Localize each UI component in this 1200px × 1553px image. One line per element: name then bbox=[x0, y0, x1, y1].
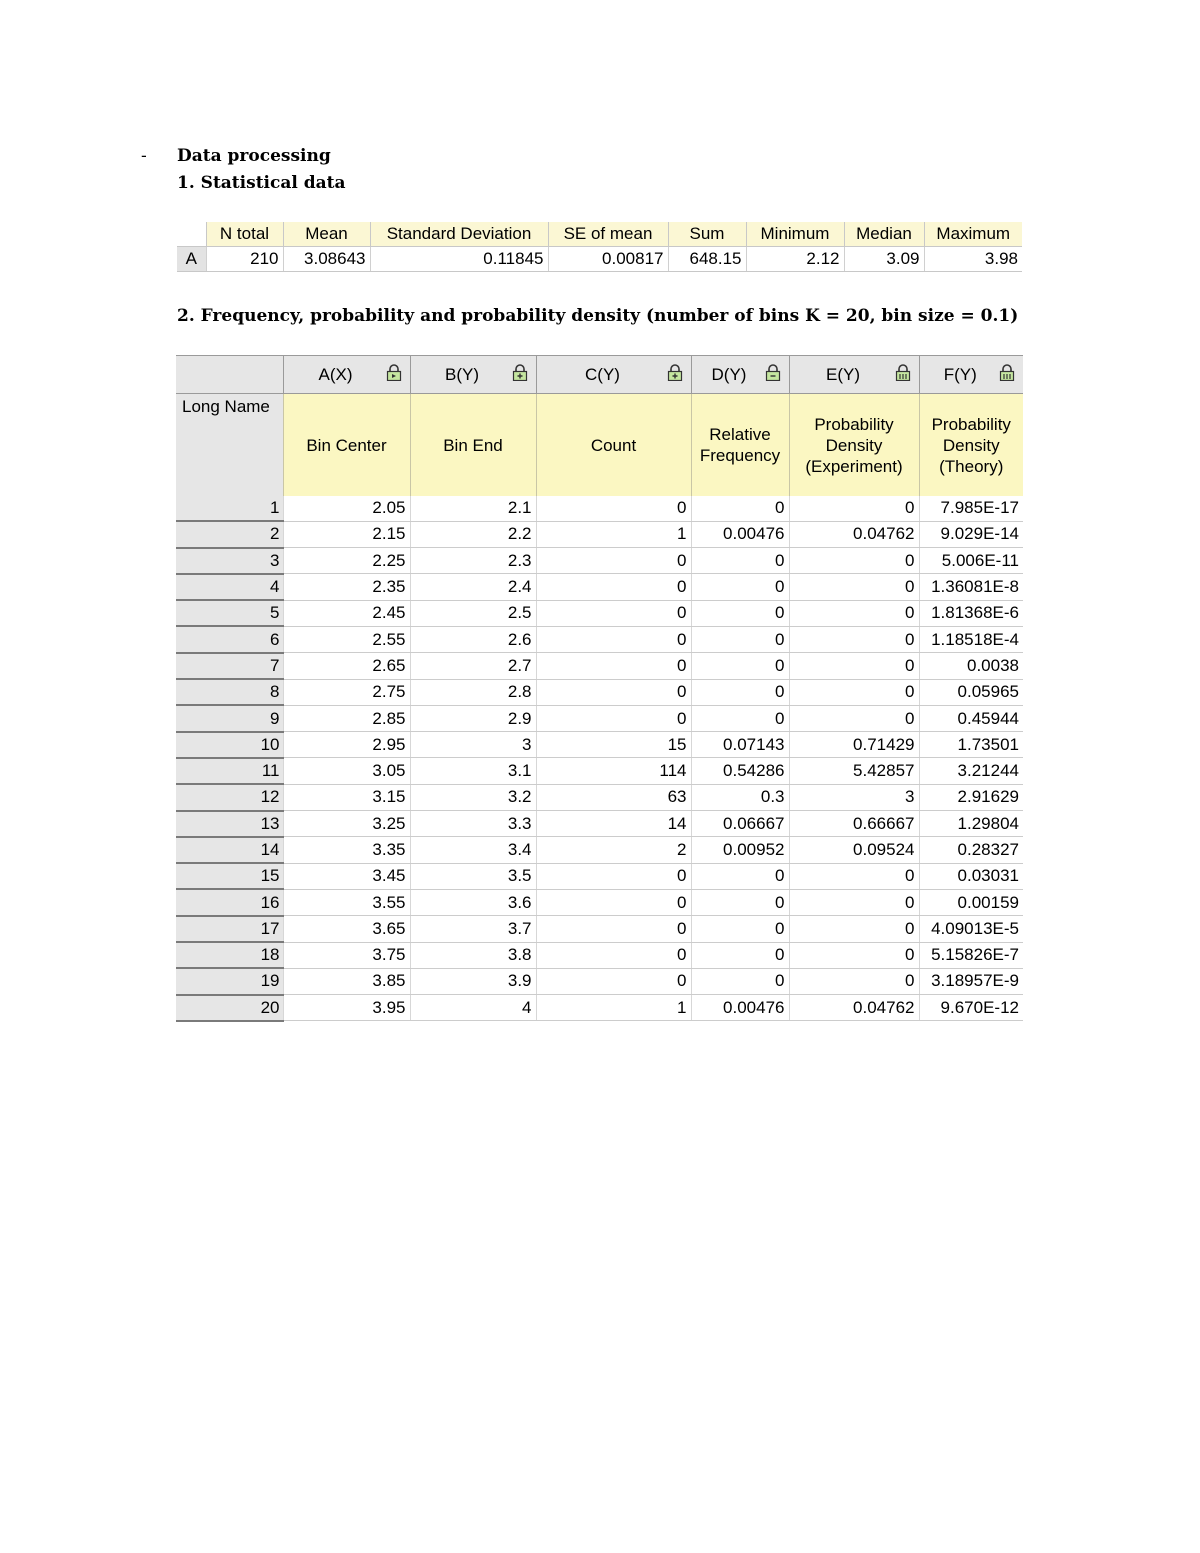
bin-center-cell[interactable]: 2.75 bbox=[283, 679, 410, 705]
table-row bbox=[176, 968, 1023, 994]
row-number[interactable]: 15 bbox=[176, 863, 283, 889]
statistical-data-heading: 1. Statistical data bbox=[177, 173, 346, 193]
bin-center-cell[interactable]: 2.15 bbox=[283, 521, 410, 547]
density-experiment-cell[interactable]: 0 bbox=[789, 653, 919, 679]
section-heading: Data processing bbox=[177, 146, 331, 166]
count-cell[interactable]: 114 bbox=[536, 758, 691, 784]
relative-frequency-cell[interactable]: 0 bbox=[691, 626, 789, 652]
row-number[interactable]: 11 bbox=[176, 758, 283, 784]
relative-frequency-cell[interactable]: 0 bbox=[691, 942, 789, 968]
stats-header-median[interactable]: Median bbox=[844, 222, 924, 247]
stats-cell-mean[interactable]: 3.08643 bbox=[283, 247, 370, 272]
density-theory-cell[interactable]: 0.05965 bbox=[919, 679, 1023, 705]
bin-end-cell[interactable]: 3 bbox=[410, 732, 536, 758]
table-row bbox=[176, 758, 1023, 784]
relative-frequency-cell[interactable]: 0 bbox=[691, 600, 789, 626]
stats-cell-standard-deviation[interactable]: 0.11845 bbox=[370, 247, 548, 272]
density-experiment-cell[interactable]: 0 bbox=[789, 548, 919, 574]
row-number[interactable]: 19 bbox=[176, 968, 283, 994]
density-theory-cell[interactable]: 4.09013E-5 bbox=[919, 916, 1023, 942]
density-experiment-cell[interactable]: 0 bbox=[789, 942, 919, 968]
table-row bbox=[176, 653, 1023, 679]
stats-header-mean[interactable]: Mean bbox=[283, 222, 370, 247]
relative-frequency-cell[interactable]: 0 bbox=[691, 968, 789, 994]
relative-frequency-cell[interactable]: 0 bbox=[691, 653, 789, 679]
table-row bbox=[176, 863, 1023, 889]
long-name-label[interactable]: Long Name bbox=[176, 394, 283, 497]
table-row bbox=[176, 705, 1023, 731]
long-name-cell-d[interactable]: Relative Frequency bbox=[691, 394, 789, 497]
bin-center-cell[interactable]: 3.75 bbox=[283, 942, 410, 968]
table-row bbox=[176, 942, 1023, 968]
table-row bbox=[176, 916, 1023, 942]
relative-frequency-cell[interactable]: 0.00952 bbox=[691, 837, 789, 863]
count-cell[interactable]: 2 bbox=[536, 837, 691, 863]
stats-cell-minimum[interactable]: 2.12 bbox=[746, 247, 844, 272]
bin-end-cell[interactable]: 3.8 bbox=[410, 942, 536, 968]
bin-center-cell[interactable]: 3.45 bbox=[283, 863, 410, 889]
lock-icon bbox=[512, 364, 528, 381]
bin-center-cell[interactable]: 2.45 bbox=[283, 600, 410, 626]
bin-center-cell[interactable]: 3.55 bbox=[283, 889, 410, 915]
table-row bbox=[176, 732, 1023, 758]
density-experiment-cell[interactable]: 0.66667 bbox=[789, 811, 919, 837]
relative-frequency-cell[interactable]: 0 bbox=[691, 679, 789, 705]
count-cell[interactable]: 0 bbox=[536, 916, 691, 942]
frequency-worksheet bbox=[176, 355, 1023, 1022]
relative-frequency-cell[interactable]: 0.00476 bbox=[691, 521, 789, 547]
density-experiment-cell[interactable]: 0 bbox=[789, 600, 919, 626]
density-experiment-cell[interactable]: 0.04762 bbox=[789, 995, 919, 1021]
column-name-d: D(Y) bbox=[711, 364, 747, 384]
lock-icon bbox=[386, 364, 402, 381]
table-row bbox=[176, 496, 1023, 521]
density-experiment-cell[interactable]: 0.09524 bbox=[789, 837, 919, 863]
count-cell[interactable]: 63 bbox=[536, 784, 691, 810]
density-theory-cell[interactable]: 9.029E-14 bbox=[919, 521, 1023, 547]
density-theory-cell[interactable]: 1.73501 bbox=[919, 732, 1023, 758]
relative-frequency-cell[interactable]: 0 bbox=[691, 916, 789, 942]
long-name-cell-e[interactable]: Probability Density (Experiment) bbox=[789, 394, 919, 497]
table-row bbox=[176, 521, 1023, 547]
lock-icon bbox=[667, 364, 683, 381]
bin-center-cell[interactable]: 2.05 bbox=[283, 496, 410, 521]
relative-frequency-cell[interactable]: 0.06667 bbox=[691, 811, 789, 837]
bin-end-cell[interactable]: 3.9 bbox=[410, 968, 536, 994]
column-header-b[interactable] bbox=[410, 356, 536, 394]
relative-frequency-cell[interactable]: 0 bbox=[691, 548, 789, 574]
bin-center-cell[interactable]: 2.85 bbox=[283, 705, 410, 731]
relative-frequency-cell[interactable]: 0.54286 bbox=[691, 758, 789, 784]
row-number[interactable]: 9 bbox=[176, 705, 283, 731]
density-theory-cell[interactable]: 9.670E-12 bbox=[919, 995, 1023, 1021]
long-name-cell-c[interactable]: Count bbox=[536, 394, 691, 497]
density-theory-cell[interactable]: 5.006E-11 bbox=[919, 548, 1023, 574]
row-number[interactable]: 14 bbox=[176, 837, 283, 863]
table-row bbox=[176, 837, 1023, 863]
column-name-a: A(X) bbox=[318, 364, 353, 384]
worksheet-corner-cell[interactable] bbox=[176, 356, 283, 394]
density-experiment-cell[interactable]: 3 bbox=[789, 784, 919, 810]
table-row bbox=[176, 626, 1023, 652]
table-row bbox=[176, 784, 1023, 810]
row-number[interactable]: 1 bbox=[176, 496, 283, 521]
stats-cell-n-total[interactable]: 210 bbox=[206, 247, 283, 272]
statistics-corner-cell bbox=[177, 222, 206, 247]
density-experiment-cell[interactable]: 0 bbox=[789, 574, 919, 600]
density-theory-cell[interactable]: 1.81368E-6 bbox=[919, 600, 1023, 626]
statistics-row bbox=[177, 247, 1022, 272]
relative-frequency-cell[interactable]: 0.07143 bbox=[691, 732, 789, 758]
density-theory-cell[interactable]: 1.29804 bbox=[919, 811, 1023, 837]
table-row bbox=[176, 600, 1023, 626]
stats-header-sum[interactable]: Sum bbox=[668, 222, 746, 247]
table-row bbox=[176, 811, 1023, 837]
density-experiment-cell[interactable]: 0.71429 bbox=[789, 732, 919, 758]
relative-frequency-cell[interactable]: 0 bbox=[691, 496, 789, 521]
relative-frequency-cell[interactable]: 0 bbox=[691, 889, 789, 915]
table-row bbox=[176, 889, 1023, 915]
bin-center-cell[interactable]: 3.25 bbox=[283, 811, 410, 837]
bin-end-cell[interactable]: 3.1 bbox=[410, 758, 536, 784]
bin-center-cell[interactable]: 3.35 bbox=[283, 837, 410, 863]
density-experiment-cell[interactable]: 0 bbox=[789, 889, 919, 915]
density-experiment-cell[interactable]: 0 bbox=[789, 863, 919, 889]
bin-end-cell[interactable]: 4 bbox=[410, 995, 536, 1021]
count-cell[interactable]: 0 bbox=[536, 863, 691, 889]
bin-end-cell[interactable]: 3.5 bbox=[410, 863, 536, 889]
statistics-header-row bbox=[177, 222, 1022, 247]
column-header-c[interactable] bbox=[536, 356, 691, 394]
row-number[interactable]: 3 bbox=[176, 548, 283, 574]
stats-cell-median[interactable]: 3.09 bbox=[844, 247, 924, 272]
density-theory-cell[interactable]: 3.18957E-9 bbox=[919, 968, 1023, 994]
density-theory-cell[interactable]: 3.21244 bbox=[919, 758, 1023, 784]
count-cell[interactable]: 14 bbox=[536, 811, 691, 837]
stats-header-standard-deviation[interactable]: Standard Deviation bbox=[370, 222, 548, 247]
density-theory-cell[interactable]: 7.985E-17 bbox=[919, 496, 1023, 521]
lock-icon bbox=[895, 364, 911, 381]
bin-end-cell[interactable]: 2.7 bbox=[410, 653, 536, 679]
count-cell[interactable]: 0 bbox=[536, 942, 691, 968]
bin-end-cell[interactable]: 2.5 bbox=[410, 600, 536, 626]
density-experiment-cell[interactable]: 0 bbox=[789, 705, 919, 731]
bin-end-cell[interactable]: 2.8 bbox=[410, 679, 536, 705]
row-number[interactable]: 10 bbox=[176, 732, 283, 758]
bin-end-cell[interactable]: 2.3 bbox=[410, 548, 536, 574]
stats-header-maximum[interactable]: Maximum bbox=[924, 222, 1022, 247]
stats-row-label[interactable]: A bbox=[177, 247, 206, 272]
relative-frequency-cell[interactable]: 0 bbox=[691, 705, 789, 731]
row-number[interactable]: 13 bbox=[176, 811, 283, 837]
density-theory-cell[interactable]: 1.36081E-8 bbox=[919, 574, 1023, 600]
relative-frequency-cell[interactable]: 0 bbox=[691, 863, 789, 889]
bin-end-cell[interactable]: 3.2 bbox=[410, 784, 536, 810]
bin-end-cell[interactable]: 2.1 bbox=[410, 496, 536, 521]
relative-frequency-cell[interactable]: 0.3 bbox=[691, 784, 789, 810]
density-experiment-cell[interactable]: 5.42857 bbox=[789, 758, 919, 784]
bin-end-cell[interactable]: 3.6 bbox=[410, 889, 536, 915]
count-cell[interactable]: 0 bbox=[536, 600, 691, 626]
density-experiment-cell[interactable]: 0 bbox=[789, 968, 919, 994]
density-experiment-cell[interactable]: 0 bbox=[789, 496, 919, 521]
density-theory-cell[interactable]: 2.91629 bbox=[919, 784, 1023, 810]
count-cell[interactable]: 0 bbox=[536, 705, 691, 731]
bin-end-cell[interactable]: 2.2 bbox=[410, 521, 536, 547]
count-cell[interactable]: 0 bbox=[536, 548, 691, 574]
table-row bbox=[176, 995, 1023, 1021]
bin-end-cell[interactable]: 3.7 bbox=[410, 916, 536, 942]
column-name-f: F(Y) bbox=[943, 364, 977, 384]
count-cell[interactable]: 0 bbox=[536, 496, 691, 521]
long-name-cell-a[interactable]: Bin Center bbox=[283, 394, 410, 497]
density-theory-cell[interactable]: 0.28327 bbox=[919, 837, 1023, 863]
count-cell[interactable]: 0 bbox=[536, 626, 691, 652]
bin-end-cell[interactable]: 2.4 bbox=[410, 574, 536, 600]
column-header-f[interactable] bbox=[919, 356, 1023, 394]
stats-header-minimum[interactable]: Minimum bbox=[746, 222, 844, 247]
density-theory-cell[interactable]: 5.15826E-7 bbox=[919, 942, 1023, 968]
count-cell[interactable]: 0 bbox=[536, 889, 691, 915]
long-name-cell-b[interactable]: Bin End bbox=[410, 394, 536, 497]
bin-center-cell[interactable]: 2.95 bbox=[283, 732, 410, 758]
count-cell[interactable]: 0 bbox=[536, 968, 691, 994]
long-name-cell-f[interactable]: Probability Density (Theory) bbox=[919, 394, 1023, 497]
row-number[interactable]: 16 bbox=[176, 889, 283, 915]
density-theory-cell[interactable]: 0.0038 bbox=[919, 653, 1023, 679]
row-number[interactable]: 7 bbox=[176, 653, 283, 679]
row-number[interactable]: 12 bbox=[176, 784, 283, 810]
count-cell[interactable]: 15 bbox=[536, 732, 691, 758]
density-experiment-cell[interactable]: 0 bbox=[789, 679, 919, 705]
bullet-dash: - bbox=[141, 146, 147, 166]
bin-center-cell[interactable]: 2.25 bbox=[283, 548, 410, 574]
column-name-e: E(Y) bbox=[826, 364, 860, 384]
column-name-b: B(Y) bbox=[445, 364, 479, 384]
row-number[interactable]: 6 bbox=[176, 626, 283, 652]
stats-header-se-of-mean[interactable]: SE of mean bbox=[548, 222, 668, 247]
column-header-row bbox=[176, 356, 1023, 394]
table-row bbox=[176, 679, 1023, 705]
frequency-heading: 2. Frequency, probability and probability density (number of bins K = 20, bin size = 0.1) bbox=[177, 306, 1019, 326]
lock-icon bbox=[765, 364, 781, 381]
bin-end-cell[interactable]: 2.6 bbox=[410, 626, 536, 652]
bin-end-cell[interactable]: 3.3 bbox=[410, 811, 536, 837]
bin-end-cell[interactable]: 3.4 bbox=[410, 837, 536, 863]
bin-center-cell[interactable]: 3.85 bbox=[283, 968, 410, 994]
density-theory-cell[interactable]: 0.03031 bbox=[919, 863, 1023, 889]
density-theory-cell[interactable]: 0.45944 bbox=[919, 705, 1023, 731]
row-number[interactable]: 18 bbox=[176, 942, 283, 968]
bin-center-cell[interactable]: 3.05 bbox=[283, 758, 410, 784]
row-number[interactable]: 8 bbox=[176, 679, 283, 705]
bin-center-cell[interactable]: 2.65 bbox=[283, 653, 410, 679]
stats-cell-maximum[interactable]: 3.98 bbox=[924, 247, 1022, 272]
relative-frequency-cell[interactable]: 0.00476 bbox=[691, 995, 789, 1021]
row-number[interactable]: 5 bbox=[176, 600, 283, 626]
density-experiment-cell[interactable]: 0 bbox=[789, 626, 919, 652]
density-experiment-cell[interactable]: 0 bbox=[789, 916, 919, 942]
row-number[interactable]: 2 bbox=[176, 521, 283, 547]
row-number[interactable]: 20 bbox=[176, 995, 283, 1021]
bin-center-cell[interactable]: 3.15 bbox=[283, 784, 410, 810]
column-header-d[interactable] bbox=[691, 356, 789, 394]
bin-center-cell[interactable]: 2.35 bbox=[283, 574, 410, 600]
stats-header-n-total[interactable]: N total bbox=[206, 222, 283, 247]
statistics-table bbox=[177, 222, 1022, 272]
column-header-e[interactable] bbox=[789, 356, 919, 394]
row-number[interactable]: 17 bbox=[176, 916, 283, 942]
table-row bbox=[176, 574, 1023, 600]
count-cell[interactable]: 0 bbox=[536, 679, 691, 705]
bin-center-cell[interactable]: 2.55 bbox=[283, 626, 410, 652]
density-theory-cell[interactable]: 1.18518E-4 bbox=[919, 626, 1023, 652]
bin-center-cell[interactable]: 3.95 bbox=[283, 995, 410, 1021]
density-experiment-cell[interactable]: 0.04762 bbox=[789, 521, 919, 547]
table-row bbox=[176, 548, 1023, 574]
count-cell[interactable]: 0 bbox=[536, 574, 691, 600]
column-name-c: C(Y) bbox=[585, 364, 620, 384]
column-header-a[interactable] bbox=[283, 356, 410, 394]
long-name-row bbox=[176, 394, 1023, 497]
bin-center-cell[interactable]: 3.65 bbox=[283, 916, 410, 942]
relative-frequency-cell[interactable]: 0 bbox=[691, 574, 789, 600]
lock-icon bbox=[999, 364, 1015, 381]
density-theory-cell[interactable]: 0.00159 bbox=[919, 889, 1023, 915]
count-cell[interactable]: 1 bbox=[536, 521, 691, 547]
stats-cell-se-of-mean[interactable]: 0.00817 bbox=[548, 247, 668, 272]
count-cell[interactable]: 1 bbox=[536, 995, 691, 1021]
stats-cell-sum[interactable]: 648.15 bbox=[668, 247, 746, 272]
count-cell[interactable]: 0 bbox=[536, 653, 691, 679]
row-number[interactable]: 4 bbox=[176, 574, 283, 600]
bin-end-cell[interactable]: 2.9 bbox=[410, 705, 536, 731]
